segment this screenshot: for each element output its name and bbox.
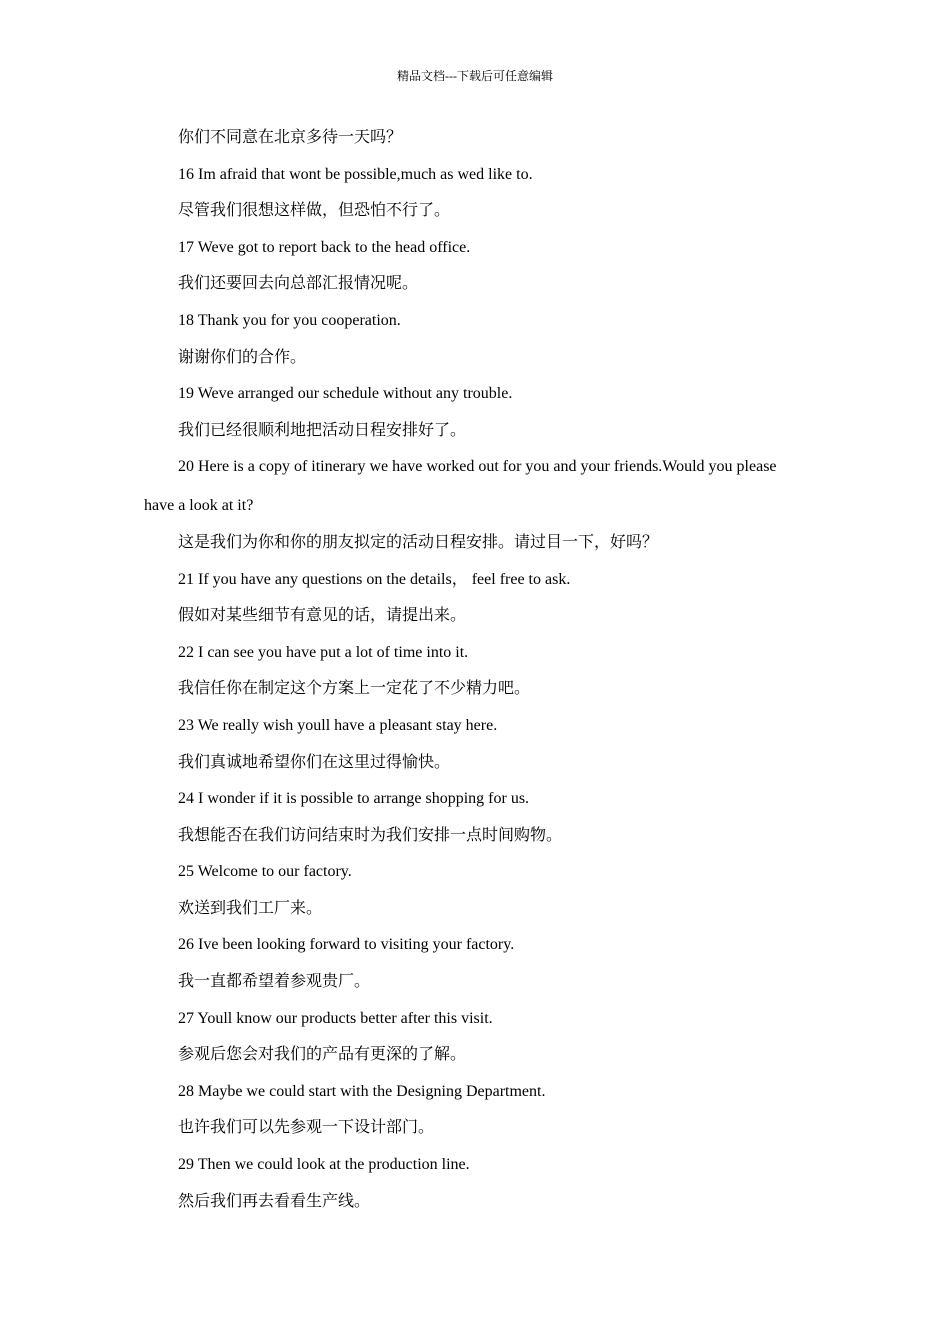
text-line: 我们已经很顺利地把活动日程安排好了。 <box>178 421 467 439</box>
text-line: 16 Im afraid that wont be possible,much as wed like to. <box>178 165 533 183</box>
text-line: 19 Weve arranged our schedule without any trouble. <box>178 385 513 403</box>
text-line: 你们不同意在北京多待一天吗？ <box>178 129 403 146</box>
text-line: 26 Ive been looking forward to visiting your factory. <box>178 936 515 954</box>
text-line: 我想能否在我们访问结束时为我们安排一点时间购物。 <box>178 826 563 844</box>
page-header: 精品文档---下载后可任意编辑 <box>397 69 553 83</box>
text-line: 参观后您会对我们的产品有更深的了解。 <box>178 1046 467 1064</box>
text-line: 也许我们可以先参观一下设计部门。 <box>178 1119 435 1137</box>
text-line: 17 Weve got to report back to the head office. <box>178 238 471 256</box>
text-line-continuation: have a look at it? <box>144 497 254 515</box>
text-line: 这是我们为你和你的朋友拟定的活动日程安排。请过目一下，好吗？ <box>178 533 659 551</box>
text-line: 假如对某些细节有意见的话，请提出来。 <box>178 607 467 625</box>
text-line: 我一直都希望着参观贵厂。 <box>178 973 371 991</box>
text-line: 18 Thank you for you cooperation. <box>178 311 401 329</box>
text-line: 21 If you have any questions on the details， feel free to ask. <box>178 570 571 588</box>
text-line: 谢谢你们的合作。 <box>178 348 307 366</box>
text-line: 27 Youll know our products better after this visit. <box>178 1009 493 1027</box>
text-line: 28 Maybe we could start with the Designing Department. <box>178 1082 546 1100</box>
document-body <box>144 126 810 1226</box>
text-line: 我们还要回去向总部汇报情况呢。 <box>178 275 419 293</box>
text-line: 20 Here is a copy of itinerary we have worked out for you and your friends.Would you please <box>178 458 777 476</box>
text-line: 我信任你在制定这个方案上一定花了不少精力吧。 <box>178 680 531 698</box>
text-line: 欢送到我们工厂来。 <box>178 899 323 917</box>
text-line: 我们真诚地希望你们在这里过得愉快。 <box>178 753 451 771</box>
text-line: 25 Welcome to our factory. <box>178 863 352 881</box>
text-line: 22 I can see you have put a lot of time into it. <box>178 643 469 661</box>
text-line: 29 Then we could look at the production line. <box>178 1156 470 1174</box>
text-line: 尽管我们很想这样做，但恐怕不行了。 <box>178 202 451 220</box>
text-line: 然后我们再去看看生产线。 <box>178 1192 371 1210</box>
text-line: 23 We really wish youll have a pleasant stay here. <box>178 716 498 734</box>
text-line: 24 I wonder if it is possible to arrange shopping for us. <box>178 790 530 808</box>
